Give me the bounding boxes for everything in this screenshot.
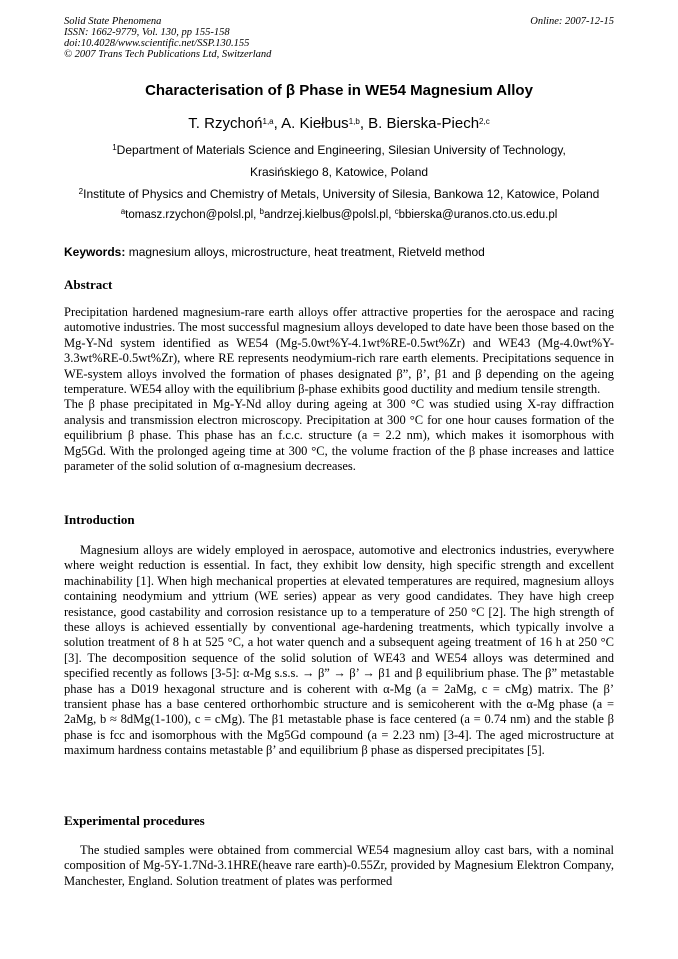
author-name: B. Bierska-Piech: [368, 115, 480, 132]
author-affiliation-mark: 1,b: [348, 117, 360, 126]
email-link[interactable]: tomasz.rzychon@polsl.pl: [125, 209, 254, 221]
affiliation-2: [0, 187, 678, 201]
email-mark: b: [259, 207, 264, 216]
experimental-heading: Experimental procedures: [64, 813, 205, 828]
affiliation-text: Department of Materials Science and Engineering, Silesian University of Technology,: [116, 143, 566, 157]
email-list: $^a$tomasz.rzychon@polsl.pl, $^b$andrzej.kielbus@polsl.pl, $^c$bbierska@uranos.cto.us.edu.pl: [120, 207, 558, 221]
introduction-paragraph: Magnesium alloys are widely employed in aerospace, automotive and electronics industries, everywhere where weight reduction is essential. In fact, they exhibit low density, high specific strength and excellent machinability [1]. When high mechanical properties at elevated temperatures are required, magnesium alloys containing neodymium and yttrium (WE series) appear as very good candidates. They have high creep resistance, good castability and corrosion resistance up to a temperature of 250 °C [2]. The high strength of these alloys is achieved essentially by conventional age-hardening treatments, which typically involve a solution treatment of 8 h at 525 °C, a hot water quench and a subsequent ageing treatment of 16 h at 250 °C [3]. The decomposition sequence of the solid solution of WE43 and WE54 alloys was determined and specified recently as follows [3-5]: α-Mg s.s.s. → β” → β’ → β1 and β equilibrium phase. The β” metastable phase has a D019 hexagonal structure and is coherent with α-Mg (a = 2aMg, c = cMg) matrix. The β’ transient phase has a base centered orthorhombic structure and is semicoherent with the α-Mg phase (a = 2aMg, b ≈ 8dMg(1-100), c = cMg). The β1 metastable phase is face centered (a = 0.74 nm) and the stable β phase is fcc and isomorphous with the Mg5Gd compound (a = 2.23 nm) [3-4]. The aged microstructure at maximum hardness contains metastable β’ and equilibrium β phase as dispersed precipitates [5].: [64, 543, 614, 758]
affiliation-1: [0, 143, 678, 157]
experimental-paragraph: The studied samples were obtained from commercial WE54 magnesium alloy cast bars, with a nominal composition of Mg-5Y-1.7Nd-3.1HRE(heave rare earth)-0.55Zr, provided by Magnesium Elektron Company, Manchester, England. Solution treatment of plates was performed: [64, 843, 614, 888]
doi-line: doi:10.4028/www.scientific.net/SSP.130.155: [64, 38, 250, 49]
abstract-paragraph-1: Precipitation hardened magnesium-rare earth alloys offer attractive properties for the aerospace and racing automotive industries. The most successful magnesium alloys developed to date have been those based on the Mg-Y-Nd system identified as WE54 (Mg-5.0wt%Y-4.1wt%RE-0.5wt%Zr) and WE43 (Mg-4.0wt%Y-3.3wt%RE-0.5wt%Zr), where RE represents neodymium-rich rare earth elements. Precipitations sequence in WE-system alloys involved the formation of phases designated β”, β’, β1 and β depending on the ageing temperature. WE54 alloy with the equilibrium β-phase exhibits good ductility and medium tensile strength.: [64, 305, 614, 397]
abstract-heading: Abstract: [64, 277, 113, 292]
email-mark: a: [120, 207, 126, 216]
author-list: T. Rzychoń$^{1,a}$, A. Kiełbus$^{1,b}$, B. Bierska-Piech$^{2,c}$: [188, 115, 490, 132]
keywords: [64, 245, 614, 259]
author-affiliation-mark: 2,c: [479, 117, 490, 126]
introduction-heading: Introduction: [64, 512, 135, 527]
affiliation-text: Institute of Physics and Chemistry of Metals, University of Silesia, Bankowa 12, Katowice, Poland: [83, 187, 600, 201]
abstract-paragraph-2: The β phase precipitated in Mg-Y-Nd alloy during ageing at 300 °C was studied using X-ray diffraction analysis and transmission electron microscopy. Precipitation at 300 °C for one hour causes formation of the equilibrium β phase. This phase has an f.c.c. structure (a = 2.2 nm), which makes it isomorphous with Mg5Gd. With the prolonged ageing time at 300 °C, the volume fraction of the β phase increases and lattice parameter of the solid solution of α-magnesium decreases.: [64, 397, 614, 474]
affiliation-number: 1: [112, 143, 117, 152]
affiliation-number: 2: [78, 187, 84, 196]
copyright-line: © 2007 Trans Tech Publications Ltd, Switzerland: [64, 49, 272, 60]
introduction-body: [64, 543, 614, 759]
paper-title: Characterisation of β Phase in WE54 Magnesium Alloy: [145, 82, 533, 99]
keywords-label: Keywords:: [64, 245, 126, 259]
journal-name: Solid State Phenomena: [64, 16, 162, 27]
experimental-body: [64, 843, 614, 889]
author-affiliation-mark: 1,a: [262, 117, 274, 126]
email-link[interactable]: andrzej.kielbus@polsl.pl: [264, 209, 389, 221]
keywords-text: magnesium alloys, microstructure, heat treatment, Rietveld method: [128, 245, 485, 259]
journal-header: [64, 16, 271, 60]
issn-line: ISSN: 1662-9779, Vol. 130, pp 155-158: [64, 27, 230, 38]
abstract-body: [64, 305, 614, 474]
email-link[interactable]: bbierska@uranos.cto.us.edu.pl: [398, 209, 558, 221]
email-mark: c: [394, 207, 399, 216]
online-date: Online: 2007-12-15: [530, 16, 614, 27]
author-name: A. Kiełbus: [281, 115, 349, 132]
affiliation-1-address: Krasińskiego 8, Katowice, Poland: [249, 165, 429, 179]
author-name: T. Rzychoń: [188, 115, 263, 132]
